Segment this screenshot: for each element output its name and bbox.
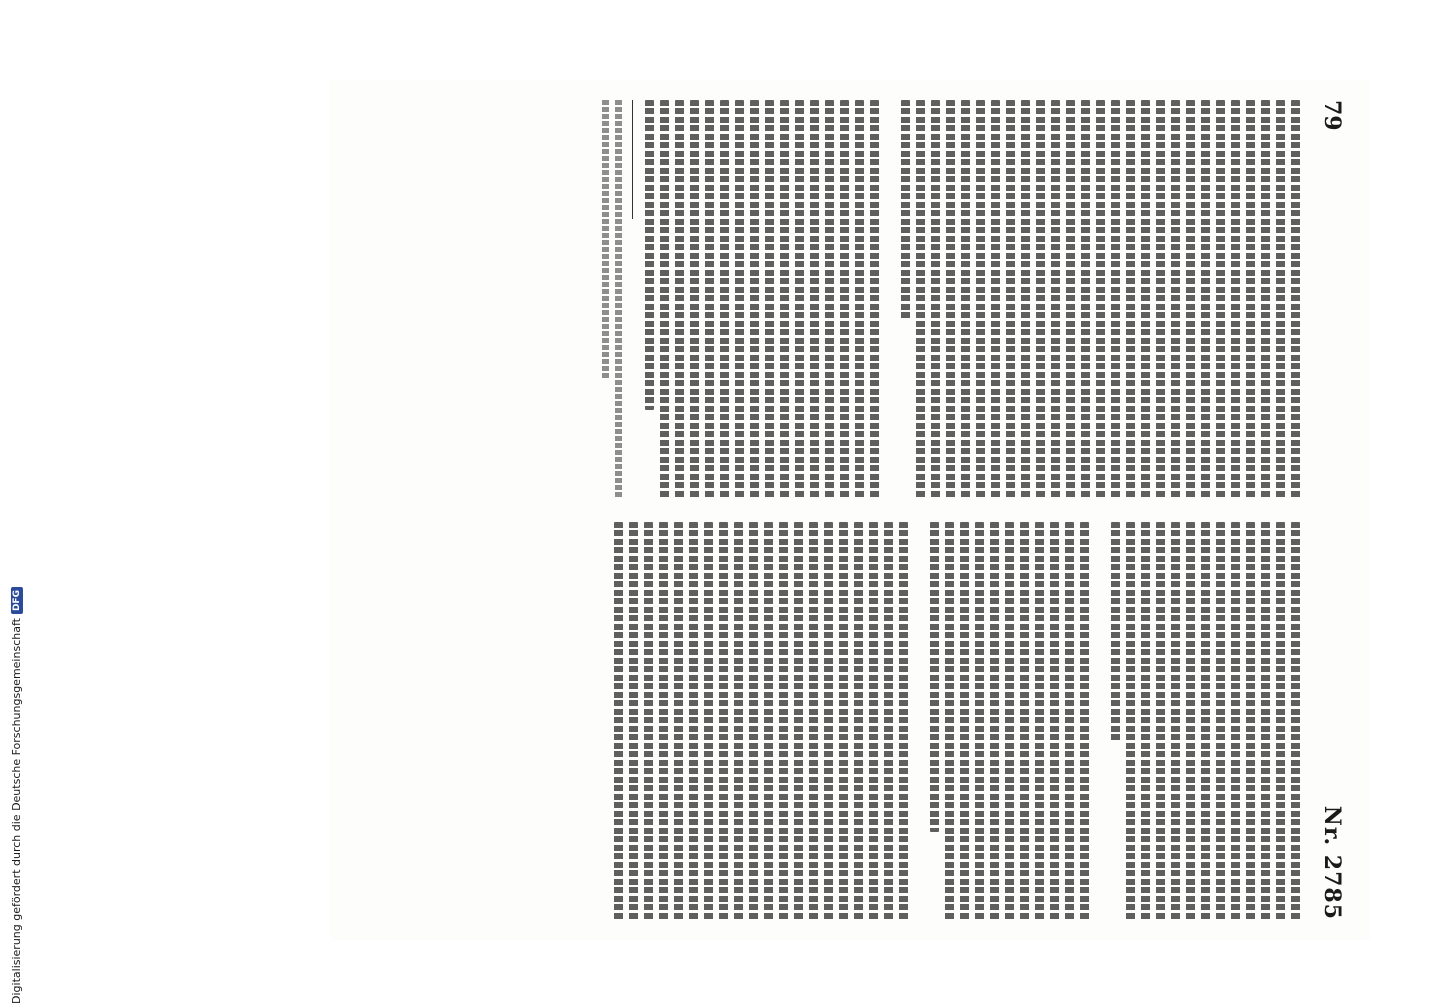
text-line: [719, 522, 728, 920]
text-line: [1261, 522, 1270, 920]
page-number: 79: [1319, 100, 1345, 131]
text-line: [645, 100, 654, 410]
scanned-page: [330, 80, 1370, 940]
text-line: [734, 522, 743, 920]
text-line: [1216, 100, 1225, 498]
text-line: [1080, 522, 1089, 920]
text-line: [660, 100, 669, 498]
text-line: [991, 100, 1000, 498]
text-line: [1216, 522, 1225, 920]
text-line: [899, 522, 908, 920]
text-line: [720, 100, 729, 498]
text-line: [749, 522, 758, 920]
page-header: [1314, 100, 1350, 920]
text-line: [1141, 100, 1150, 498]
text-line: [765, 100, 774, 498]
text-line: [1036, 100, 1045, 498]
text-line: [1126, 100, 1135, 498]
text-line: [614, 522, 623, 920]
text-line: [1065, 522, 1074, 920]
text-line: [1156, 522, 1165, 920]
text-line: [1020, 522, 1029, 920]
text-line: [1246, 100, 1255, 498]
text-line: [1111, 100, 1120, 498]
text-line: [870, 100, 879, 498]
text-line: [990, 522, 999, 920]
text-line: [1051, 100, 1060, 498]
text-line: [644, 522, 653, 920]
text-line: [961, 100, 970, 498]
text-line: [1171, 100, 1180, 498]
text-column-left: [350, 100, 1300, 498]
text-line: [1111, 522, 1120, 741]
text-line: [855, 100, 864, 498]
text-line: [794, 522, 803, 920]
text-line: [1066, 100, 1075, 498]
issue-number: Nr. 2785: [1319, 805, 1345, 920]
text-line: [1186, 100, 1195, 498]
text-line: [945, 522, 954, 920]
text-columns: [350, 100, 1300, 920]
text-line: [1276, 100, 1285, 498]
text-line: [675, 100, 684, 498]
text-line: [780, 100, 789, 498]
text-line: [1231, 522, 1240, 920]
text-line: [975, 522, 984, 920]
text-line: [825, 100, 834, 498]
text-line: [884, 522, 893, 920]
text-line: [1005, 522, 1014, 920]
text-line: [931, 100, 940, 498]
text-line: [976, 100, 985, 498]
text-line: [629, 522, 638, 920]
text-line: [1171, 522, 1180, 920]
text-line: [1096, 100, 1105, 498]
digitization-credit: [6, 589, 26, 1003]
text-line: [840, 100, 849, 498]
footnote-line: [602, 100, 609, 379]
text-line: [960, 522, 969, 920]
text-line: [809, 522, 818, 920]
text-line: [1141, 522, 1150, 920]
text-line: [1201, 100, 1210, 498]
text-line: [916, 100, 925, 498]
text-line: [1291, 100, 1300, 498]
text-line: [764, 522, 773, 920]
text-line: [1006, 100, 1015, 498]
text-line: [779, 522, 788, 920]
text-line: [704, 522, 713, 920]
text-line: [1261, 100, 1270, 498]
digitization-credit-text: Digitalisierung gefördert durch die Deutsche Forschungsgemeinschaft: [9, 617, 23, 1003]
text-line: [1035, 522, 1044, 920]
footnote-rule: [632, 100, 633, 219]
text-line: [810, 100, 819, 498]
text-line: [1081, 100, 1090, 498]
text-line: [1186, 522, 1195, 920]
text-line: [946, 100, 955, 498]
text-line: [1156, 100, 1165, 498]
text-line: [689, 522, 698, 920]
text-line: [930, 522, 939, 832]
text-line: [659, 522, 668, 920]
dfg-logo-icon: DFG: [10, 587, 22, 614]
text-line: [854, 522, 863, 920]
text-line: [1231, 100, 1240, 498]
text-line: [839, 522, 848, 920]
text-line: [1126, 522, 1135, 920]
text-line: [869, 522, 878, 920]
text-line: [705, 100, 714, 498]
text-line: [1276, 522, 1285, 920]
text-line: [1201, 522, 1210, 920]
text-line: [901, 100, 910, 319]
text-line: [674, 522, 683, 920]
text-column-right: [350, 522, 1300, 920]
text-line: [735, 100, 744, 498]
rotated-page-content: [350, 100, 1350, 920]
text-line: [1021, 100, 1030, 498]
text-line: [1050, 522, 1059, 920]
text-line: [824, 522, 833, 920]
text-line: [795, 100, 804, 498]
text-line: [1246, 522, 1255, 920]
footnote-line: [615, 100, 622, 498]
text-line: [690, 100, 699, 498]
text-line: [750, 100, 759, 498]
text-line: [1291, 522, 1300, 920]
